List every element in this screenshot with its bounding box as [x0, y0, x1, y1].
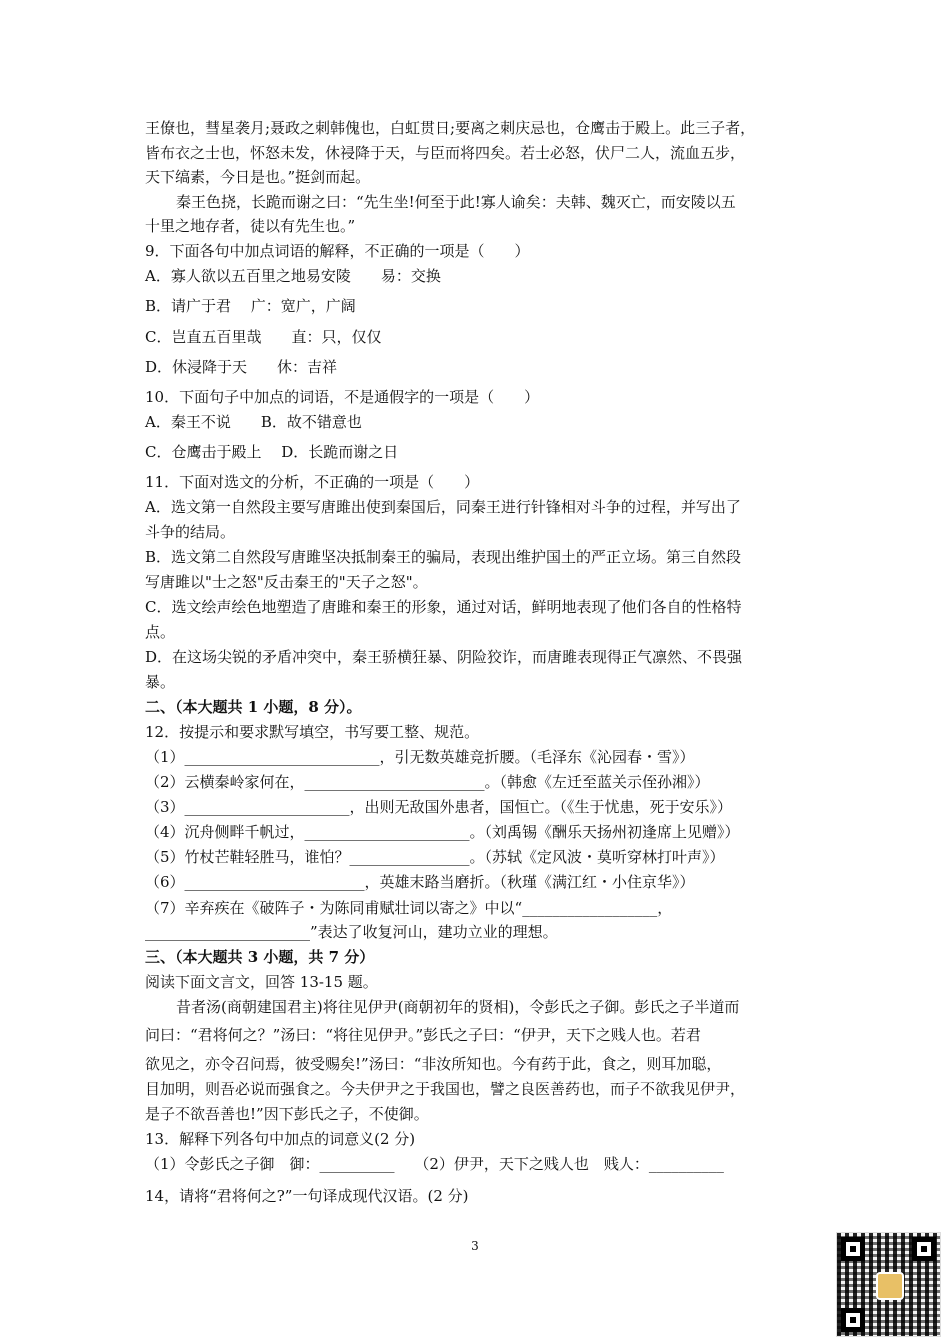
question-13-items: （1）令彭氏之子御 御：__________ （2）伊尹，天下之贱人也 贱人：__________	[145, 1155, 724, 1173]
option-11c-cont: 点。	[145, 623, 176, 641]
passage-line: 天下缟素，今日是也。”挺剑而起。	[145, 168, 371, 186]
fill-blank-3: （3）______________________，出则无敌国外患者，国恒亡。（《生于忧患，死于安乐》）	[145, 798, 733, 816]
option-11a: A．选文第一自然段主要写唐雎出使到秦国后，同秦王进行针锋相对斗争的过程，并写出了	[145, 498, 741, 516]
passage-line: 欲见之，亦令召问焉，彼受赐矣!”汤曰：“非汝所知也。今有药于此，食之，则耳加聪，	[145, 1055, 722, 1073]
qr-logo-icon	[876, 1272, 904, 1300]
options-10cd: C．仓鹰击于殿上 D．长跪而谢之日	[145, 443, 399, 461]
passage-line: 皆布衣之士也，怀怒未发，休祲降于天，与臣而将四矣。若士必怒，伏尸二人，流血五步，	[145, 144, 746, 162]
passage-line: 问曰：“君将何之？”汤曰：“将往见伊尹。”彭氏之子曰：“伊尹，天下之贱人也。若君	[145, 1026, 701, 1044]
fill-blank-5: （5）竹杖芒鞋轻胜马，谁怕？________________。（苏轼《定风波・莫听穿林打叶声》）	[145, 848, 725, 866]
fill-blank-7-cont: ______________________”表达了收复河山，建功立业的理想。	[145, 923, 558, 941]
passage-line: 十里之地存者，徒以有先生也。”	[145, 217, 356, 235]
question-13: 13．解释下列各句中加点的词意义(2 分)	[145, 1130, 416, 1148]
option-11d: D．在这场尖锐的矛盾冲突中，秦王骄横狂暴、阴险狡诈，而唐雎表现得正气凛然、不畏强	[145, 648, 743, 666]
question-10: 10．下面句子中加点的词语，不是通假字的一项是（ ）	[145, 388, 540, 406]
fill-blank-2: （2）云横秦岭家何在，________________________。（韩愈《左迁至蓝关示侄孙湘》）	[145, 773, 710, 791]
page-number: 3	[471, 1239, 479, 1253]
option-11b-cont: 写唐雎以"士之怒"反击秦王的"天子之怒"。	[145, 573, 428, 591]
section-3-heading: 三、（本大题共 3 小题，共 7 分）	[145, 948, 375, 966]
passage-line: 目加明，则吾必说而强食之。今夫伊尹之于我国也，譬之良医善药也，而子不欲我见伊尹，	[145, 1080, 746, 1098]
question-11: 11．下面对选文的分析，不正确的一项是（ ）	[145, 473, 480, 491]
option-11c: C．选文绘声绘色地塑造了唐雎和秦王的形象，通过对话，鲜明地表现了他们各自的性格特	[145, 598, 742, 616]
qr-code	[836, 1232, 941, 1337]
fill-blank-1: （1）__________________________，引无数英雄竞折腰。（毛泽东《沁园春・雪》）	[145, 748, 695, 766]
qr-finder-icon	[841, 1308, 865, 1332]
option-11b: B．选文第二自然段写唐雎坚决抵制秦王的骗局，表现出维护国土的严正立场。第三自然段	[145, 548, 742, 566]
passage-line: 是子不欲吾善也!”因下彭氏之子，不使御。	[145, 1105, 429, 1123]
question-14: 14，请将“君将何之?”一句译成现代汉语。(2 分)	[145, 1187, 469, 1205]
option-9d: D．休浸降于天 休：吉祥	[145, 358, 338, 376]
question-12: 12．按提示和要求默写填空，书写要工整、规范。	[145, 723, 480, 741]
options-10ab: A．秦王不说 B．故不错意也	[145, 413, 362, 431]
option-9a: A．寡人欲以五百里之地易安陵 易：交换	[145, 267, 441, 285]
fill-blank-6: （6）________________________，英雄末路当磨折。（秋瑾《满江红・小住京华》）	[145, 873, 695, 891]
fill-blank-4: （4）沉舟侧畔千帆过，______________________。（刘禹锡《酬乐天扬州初逢席上见赠》）	[145, 823, 740, 841]
passage-line: 昔者汤(商朝建国君主)将往见伊尹(商朝初年的贤相)，令彭氏之子御。彭氏之子半道而	[176, 998, 740, 1016]
passage-line: 秦王色挠，长跪而谢之曰：“先生坐!何至于此!寡人谕矣：夫韩、魏灭亡，而安陵以五	[176, 193, 736, 211]
option-11a-cont: 斗争的结局。	[145, 523, 236, 541]
option-9b: B．请广于君 广：宽广，广阔	[145, 297, 356, 315]
fill-blank-7: （7）辛弃疾在《破阵子・为陈同甫赋壮词以寄之》中以“__________________，	[145, 899, 673, 917]
option-9c: C．岂直五百里哉 直：只，仅仅	[145, 328, 382, 346]
option-11d-cont: 暴。	[145, 673, 176, 691]
qr-finder-icon	[912, 1237, 936, 1261]
question-9: 9．下面各句中加点词语的解释，不正确的一项是（ ）	[145, 242, 530, 260]
section-2-heading: 二、（本大题共 1 小题，8 分）。	[145, 698, 362, 716]
passage-line: 王僚也，彗星袭月;聂政之刺韩傀也，白虹贯日;要离之刺庆忌也，仓鹰击于殿上。此三子者，	[145, 119, 756, 137]
qr-finder-icon	[841, 1237, 865, 1261]
reading-instruction: 阅读下面文言文，回答 13-15 题。	[145, 973, 378, 991]
